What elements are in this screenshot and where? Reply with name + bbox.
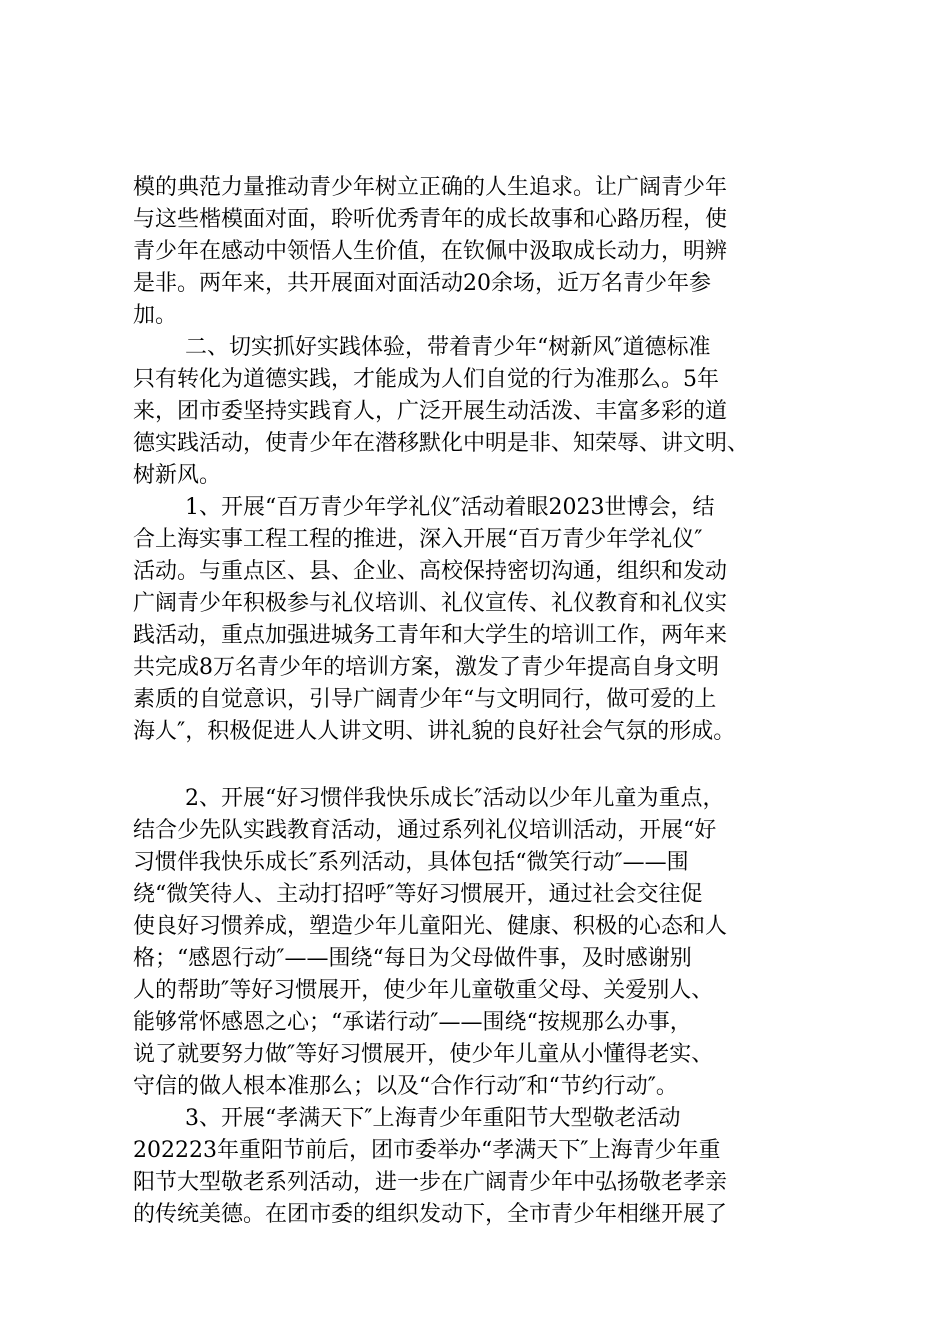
text-line: 的传统美德。在团市委的组织发动下，全市青少年相继开展了: [133, 1202, 728, 1227]
text-line: 习惯伴我快乐成长″系列活动，具体包括“微笑行动″——围: [133, 850, 689, 875]
text-line: 德实践活动，使青少年在潜移默化中明是非、知荣辱、讲文明、: [133, 431, 750, 456]
text-line: 人的帮助″等好习惯展开，使少年儿童敬重父母、关爱别人、: [133, 978, 714, 1003]
text-line: 守信的做人根本准那么；以及“合作行动″和“节约行动″。: [133, 1074, 678, 1099]
text-line: 结合少先队实践教育活动，通过系列礼仪培训活动，开展“好: [133, 818, 717, 843]
text-line: 202223年重阳节前后，团市委举办“孝满天下″上海青少年重: [133, 1138, 721, 1163]
text-line: 青少年在感动中领悟人生价值，在钦佩中汲取成长动力，明辨: [133, 239, 728, 264]
text-line: 1、开展“百万青少年学礼仪″活动着眼2023世博会，结: [185, 495, 715, 520]
text-line: 能够常怀感恩之心；“承诺行动″——围绕“按规那么办事，: [133, 1010, 692, 1035]
text-line: 合上海实事工程工程的推进，深入开展“百万青少年学礼仪″: [133, 527, 703, 552]
text-line: 只有转化为道德实践，才能成为人们自觉的行为准那么。5年: [133, 367, 719, 392]
text-line: 活动。与重点区、县、企业、高校保持密切沟通，组织和发动: [133, 559, 728, 584]
text-line: 广阔青少年积极参与礼仪培训、礼仪宣传、礼仪教育和礼仪实: [133, 591, 728, 616]
section-heading: 二、切实抓好实践体验，带着青少年“树新风″道德标准: [185, 335, 711, 360]
text-line: 绕“微笑待人、主动打招呼″等好习惯展开，通过社会交往促: [133, 882, 703, 907]
text-line: 说了就要努力做″等好习惯展开，使少年儿童从小懂得老实、: [133, 1042, 714, 1067]
text-line: 共完成8万名青少年的培训方案，激发了青少年提高自身文明: [133, 655, 719, 680]
text-line: 格；“感恩行动″——围绕“每日为父母做件事，及时感谢别: [133, 946, 692, 971]
text-line: 3、开展“孝满天下″上海青少年重阳节大型敬老活动: [185, 1106, 681, 1131]
text-line: 使良好习惯养成，塑造少年儿童阳光、健康、积极的心态和人: [133, 914, 728, 939]
text-line: 加。: [133, 303, 178, 328]
text-line: 2、开展“好习惯伴我快乐成长″活动以少年儿童为重点，: [185, 786, 725, 811]
text-line: 是非。两年来，共开展面对面活动20余场，近万名青少年参: [133, 271, 711, 296]
text-line: 来，团市委坚持实践育人，广泛开展生动活泼、丰富多彩的道: [133, 399, 728, 424]
text-line: 树新风。: [133, 463, 222, 488]
text-line: 素质的自觉意识，引导广阔青少年“与文明同行，做可爱的上: [133, 687, 717, 712]
text-line: 模的典范力量推动青少年树立正确的人生追求。让广阔青少年: [133, 175, 728, 200]
text-line: 海人″，积极促进人人讲文明、讲礼貌的良好社会气氛的形成。: [133, 719, 736, 744]
text-line: 践活动，重点加强进城务工青年和大学生的培训工作，两年来: [133, 623, 728, 648]
text-line: 与这些楷模面对面，聆听优秀青年的成长故事和心路历程，使: [133, 207, 728, 232]
text-line: 阳节大型敬老系列活动，进一步在广阔青少年中弘扬敬老孝亲: [133, 1170, 728, 1195]
